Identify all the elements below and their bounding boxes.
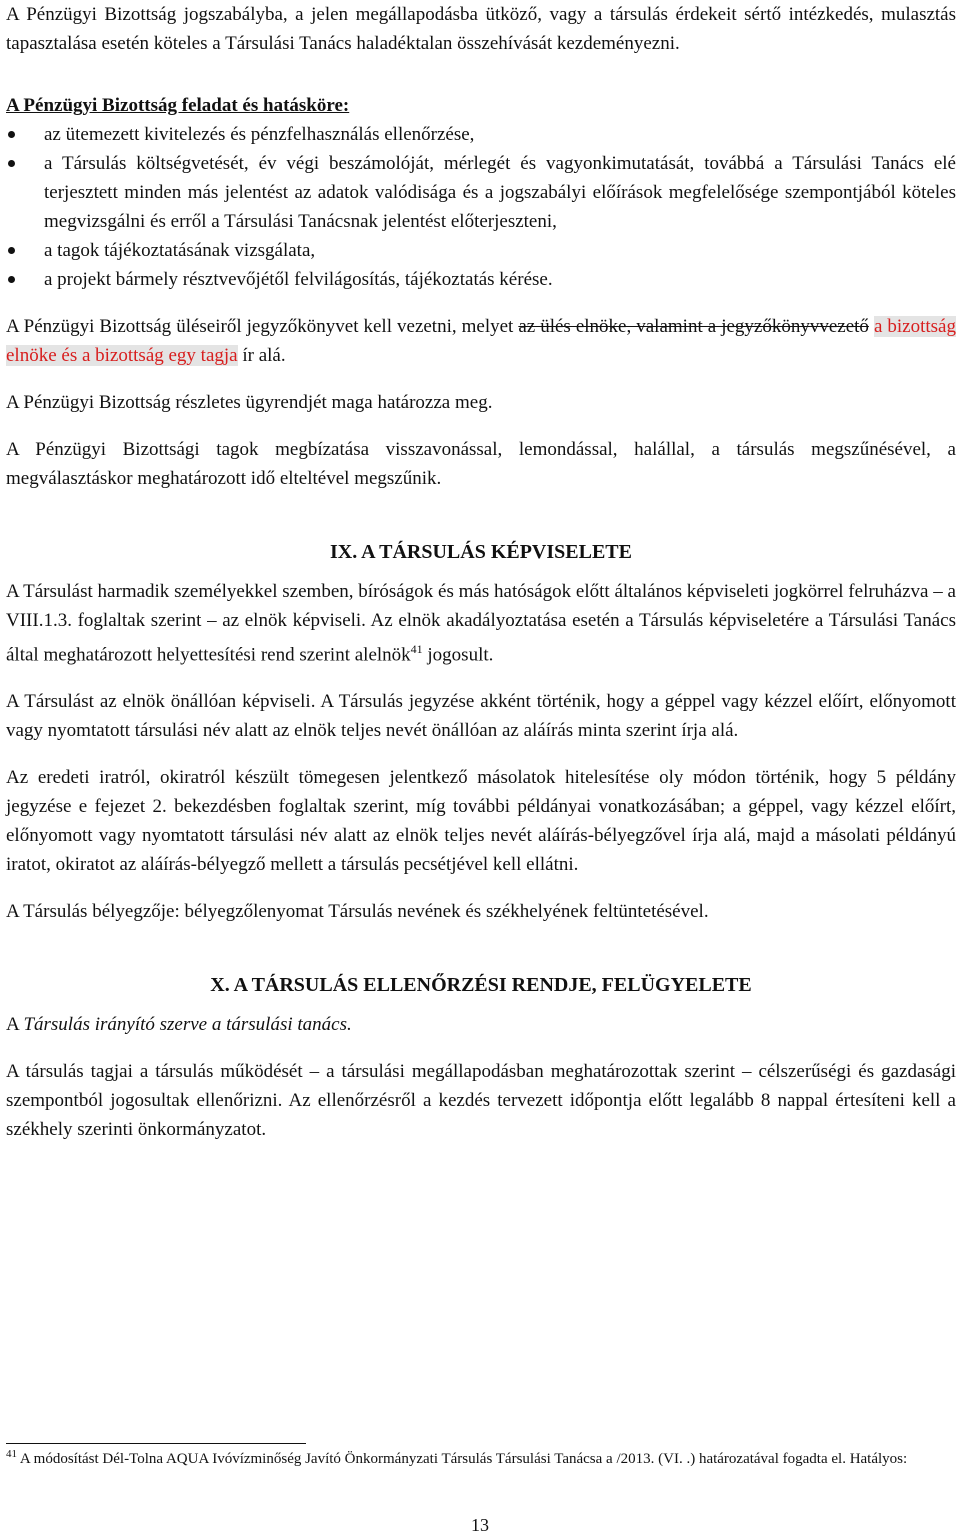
footnote-number: 41: [6, 1448, 17, 1460]
document-page: [6, 0, 956, 1144]
paragraph-representation-2: A Társulást az elnök önállóan képviseli. A Társulás jegyzése akként történik, hogy a géppel vagy kézzel előírt, előnyomott vagy nyomtatott társulási név alatt az elnök teljes nevét önállóan az aláírás minta szerint írja alá.: [6, 691, 956, 742]
list-item: a Társulás költségvetését, év végi beszámolóját, mérlegét és vagyonkimutatását, továbbá a Társulási Tanács elé terjesztett minden más jelentést az adatok valódisága és a jogszabályi előírások megfelelősége szempontjából köteles megvizsgálni és erről a Társulási Tanácsnak jelentést előterjeszteni,: [6, 149, 956, 236]
list-item: a tagok tájékoztatásának vizsgálata,: [6, 236, 956, 265]
duties-list: [6, 120, 956, 294]
struck-text: az ülés elnöke, valamint a jegyzőkönyvvezető: [518, 316, 869, 337]
list-item: az ütemezett kivitelezés és pénzfelhasználás ellenőrzése,: [6, 120, 956, 149]
bullet-icon: [8, 276, 15, 283]
paragraph-representation-3: Az eredeti iratról, okiratról készült tömegesen jelentkező másolatok hitelesítése oly módon történik, hogy 5 példány jegyzése e fejezet 2. bekezdésben foglaltak szerint, míg további példányai vonatkozásában; a géppel, vagy kézzel előírt, előnyomott vagy nyomtatott társulási név alatt az elnök teljes nevét aláírás-bélyegzővel írja alá, majd a másolati példányú iratot, okiratot az aláírás-bélyegző mellett a társulás pecsétjével kell ellátni.: [6, 767, 956, 876]
footnote-ref: 41: [410, 642, 423, 656]
page-number: 13: [471, 1515, 489, 1535]
section-x-title: X. A TÁRSULÁS ELLENŐRZÉSI RENDJE, FELÜGYELETE: [210, 974, 752, 997]
section-ix-title: IX. A TÁRSULÁS KÉPVISELETE: [330, 541, 632, 563]
paragraph-rules: A Pénzügyi Bizottság részletes ügyrendjét maga határozza meg.: [6, 392, 493, 413]
paragraph-committee-duty: A Pénzügyi Bizottság jogszabályba, a jelen megállapodásba ütköző, vagy a társulás érdekeit sértő intézkedés, mulasztás tapasztalása esetén köteles a Társulási Tanács haladéktalan összehívását kezdeményezni.: [6, 4, 956, 54]
paragraph-mandate: A Pénzügyi Bizottsági tagok megbízatása visszavonással, lemondással, halállal, a társulás megszűnésével, a megválasztáskor meghatározott idő elteltével megszűnik.: [6, 439, 956, 489]
paragraph-control-1: A Társulás irányító szerve a társulási tanács.: [6, 1014, 352, 1036]
duties-heading: A Pénzügyi Bizottság feladat és hatásköre:: [6, 95, 350, 116]
inserted-text: a bizottság elnöke és a bizottság egy tagja: [6, 316, 956, 366]
bullet-icon: [8, 131, 15, 138]
bullet-icon: [8, 160, 15, 167]
list-item: a projekt bármely résztvevőjétől felvilágosítás, tájékoztatás kérése.: [6, 265, 956, 294]
paragraph-representation-1: A Társulást harmadik személyekkel szemben, bíróságok és más hatóságok előtt általános képviseleti jogkörrel felruházva – a VIII.1.3. foglaltak szerint – az elnök képviseli. Az elnök akadályoztatása esetén a Társulás képviseletére a Társulási Tanács által meghatározott helyettesítési rend szerint alelnök$^{41}$ jogosult.: [6, 581, 956, 666]
paragraph-stamp: A Társulás bélyegzője: bélyegzőlenyomat Társulás nevének és székhelyének feltüntetésével.: [6, 901, 709, 923]
paragraph-control-2: A társulás tagjai a társulás működését – a társulási megállapodásban meghatározottak szerint – célszerűségi és gazdasági szempontból jogosultak ellenőrizni. Az ellenőrzésről a kezdés tervezett időpontja előtt legalább 8 nappal értesíteni kell a székhely szerinti önkormányzatot.: [6, 1061, 956, 1141]
footnote: $^{41}$ A módosítást Dél-Tolna AQUA Ivóvízminőség Javító Önkormányzati Társulás Társulási Tanácsa a /2013. (VI. .) határozatával fogadta el. Hatályos:: [6, 1448, 908, 1467]
paragraph-minutes: A Pénzügyi Bizottság üléseiről jegyzőkönyvet kell vezetni, melyet az ülés elnöke, valamint a jegyzőkönyvvezető a bizottság elnöke és a bizottság egy tagja ír alá.: [6, 316, 956, 366]
bullet-icon: [8, 247, 15, 254]
